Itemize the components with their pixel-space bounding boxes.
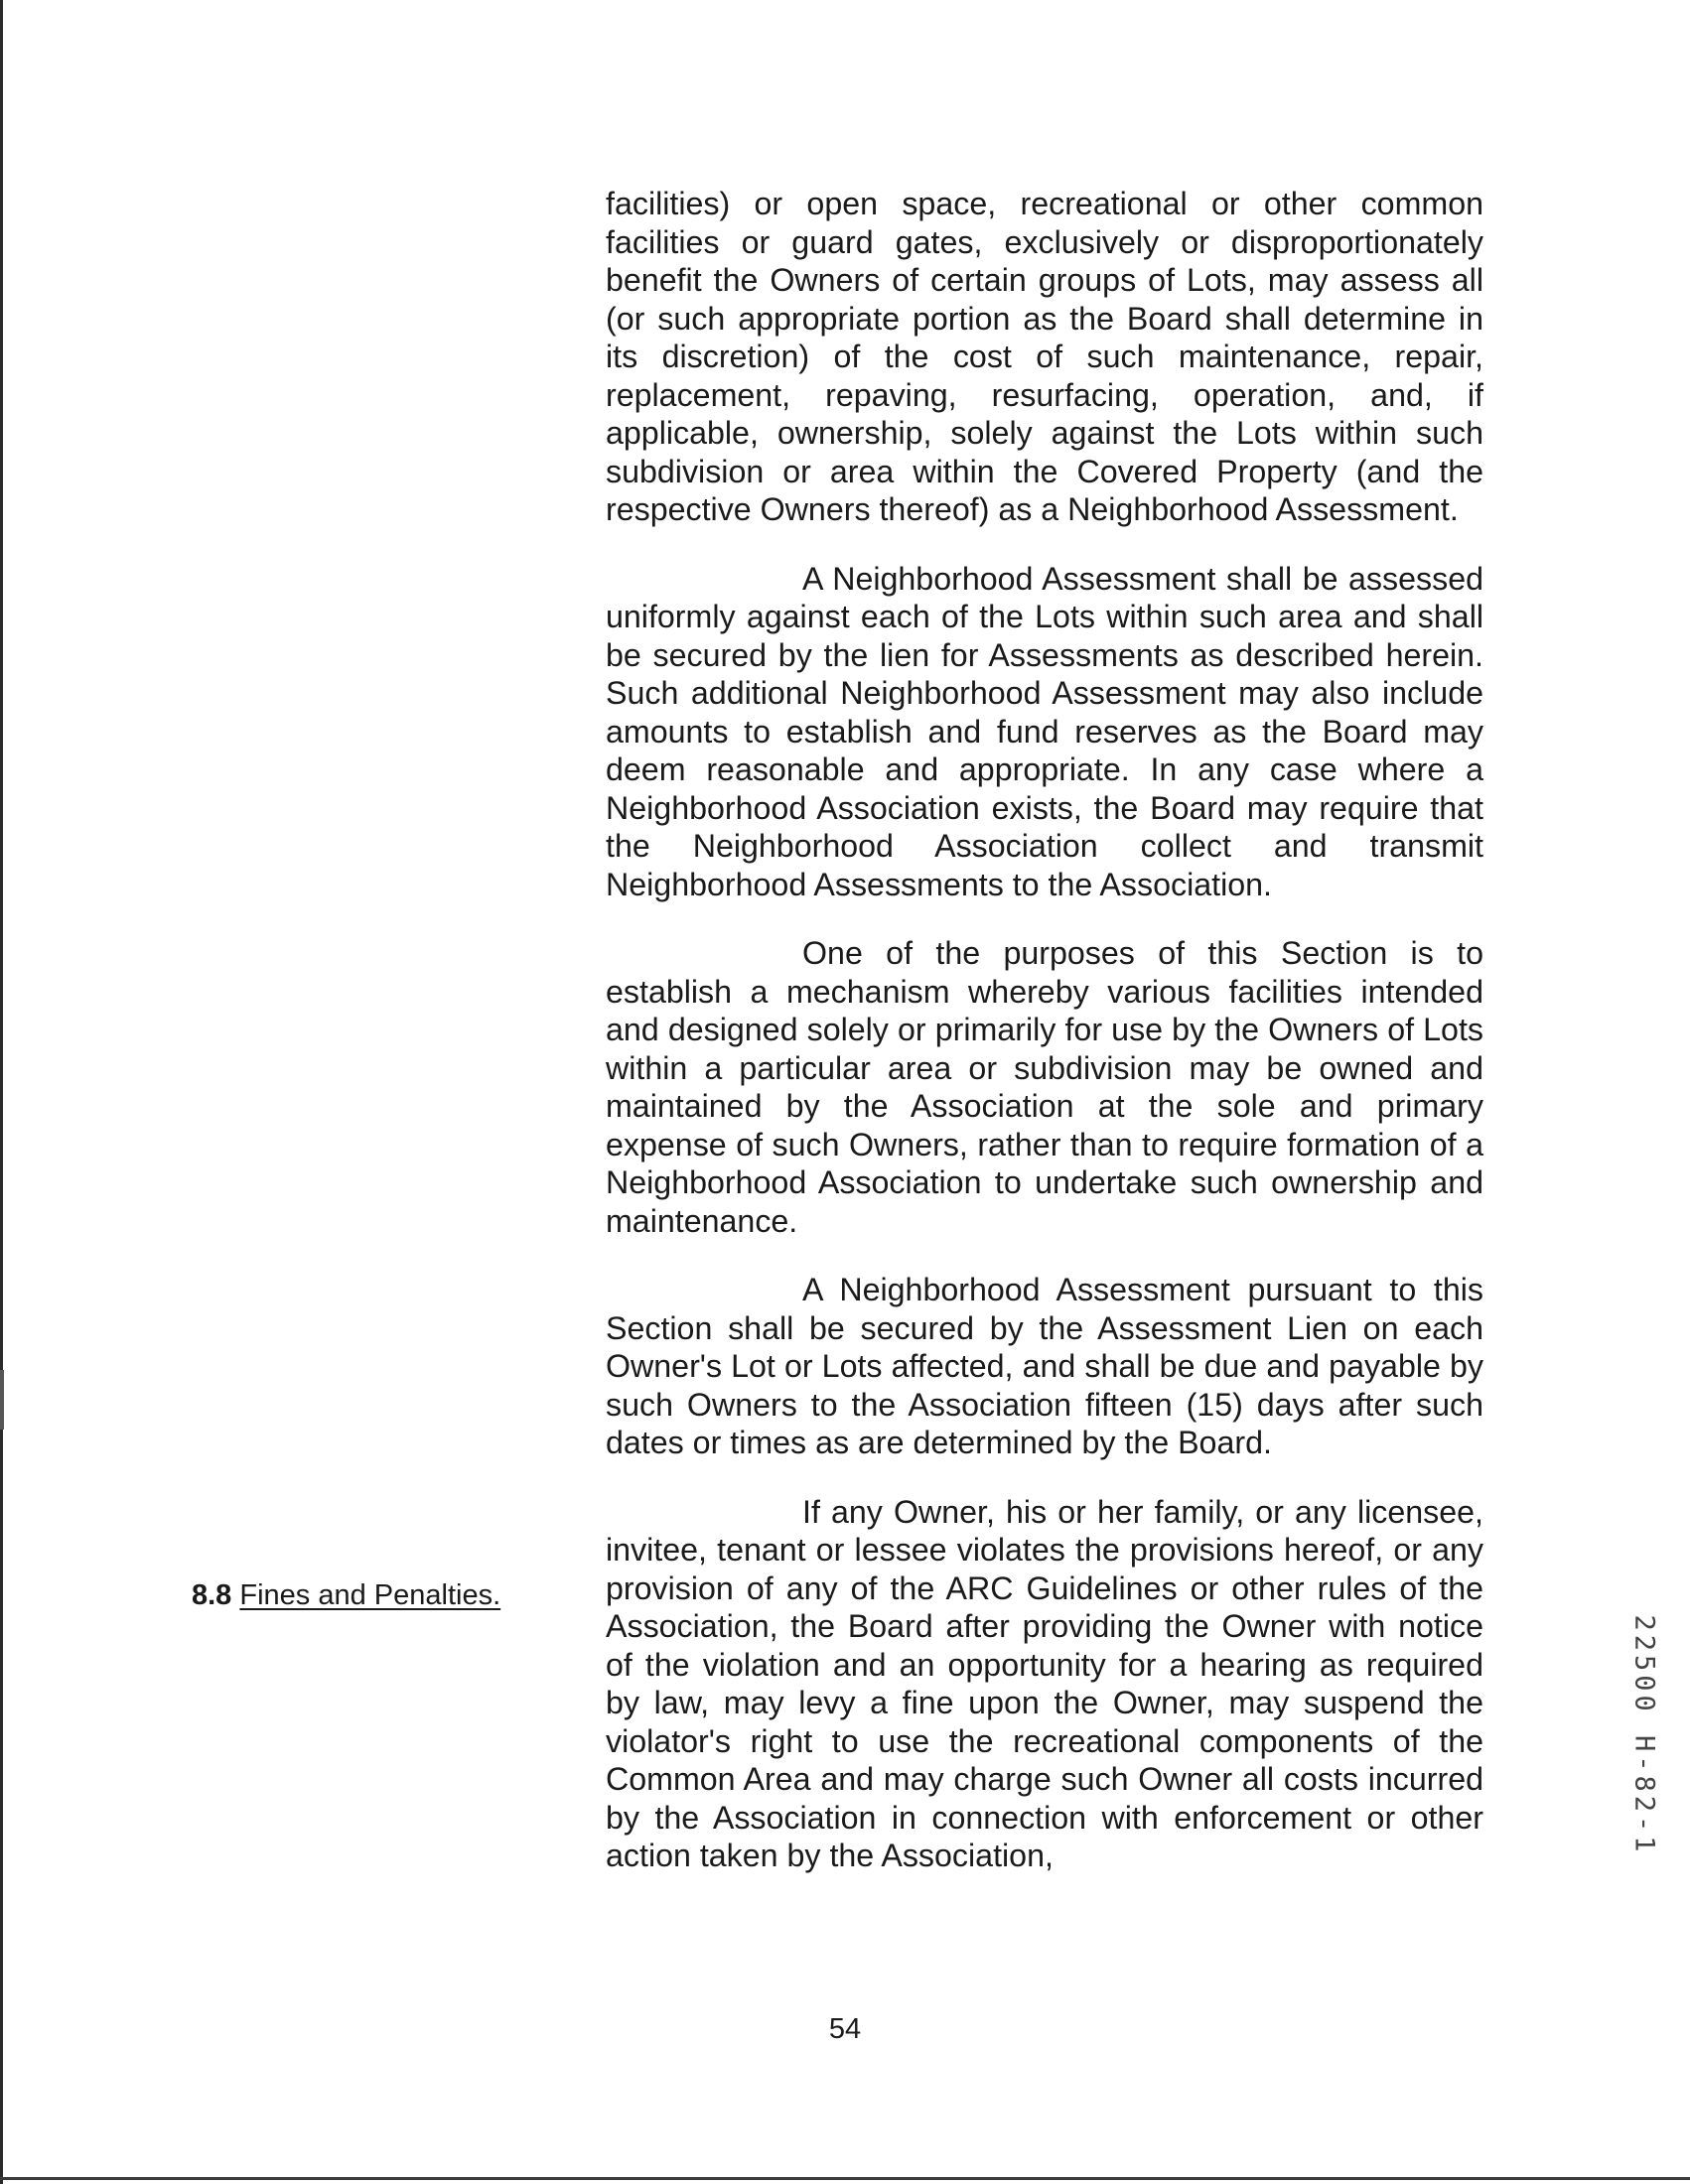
scan-margin-mark xyxy=(0,1370,4,1430)
page-number: 54 xyxy=(828,2013,862,2045)
paragraph-assessment-lien: A Neighborhood Assessment pursuant to this Section shall be secured by the Assessment Lien on each Owner's Lot or Lots affected, and shall be due and payable by such Owners to the Association fifteen (15) days after such dates or times as are determined by the Board. xyxy=(606,1272,1483,1460)
scan-edge-bottom xyxy=(0,2177,1690,2180)
paragraph-section-purpose: One of the purposes of this Section is to establish a mechanism whereby various facilities intended and designed solely or primarily for use by the Owners of Lots within a particular area or subdivision may be owned and maintained by the Association at the sole and primary expense of such Owners, rather than to require formation of a Neighborhood Association to undertake such ownership and maintenance. xyxy=(606,935,1483,1239)
body-text-column xyxy=(606,185,1483,1906)
bates-stamp xyxy=(1624,1586,1664,1884)
section-number: 8.8 xyxy=(192,1579,232,1611)
paragraph-continuation: facilities) or open space, recreational or other common facilities or guard gates, exclusively or disproportionately benefit the Owners of certain groups of Lots, may assess all (or such appropriate portion as the Board shall determine in its discretion) of the cost of such maintenance, repair, replacement, repaving, resurfacing, operation, and, if applicable, ownership, solely against the Lots within such subdivision or area within the Covered Property (and the respective Owners thereof) as a Neighborhood Assessment. xyxy=(606,186,1483,527)
scan-edge-left xyxy=(0,0,3,2184)
bates-stamp-text: 22500 H-82-1 xyxy=(1628,1614,1660,1856)
section-title: Fines and Penalties. xyxy=(239,1579,501,1611)
section-heading-8-8 xyxy=(192,1576,500,1614)
paragraph-fines-and-penalties: If any Owner, his or her family, or any licensee, invitee, tenant or lessee violates the provisions hereof, or any provision of any of the ARC Guidelines or other rules of the Association, the Board after providing the Owner with notice of the violation and an opportunity for a hearing as required by law, may levy a fine upon the Owner, may suspend the violator's right to use the recreational components of the Common Area and may charge such Owner all costs incurred by the Association in connection with enforcement or other action taken by the Association, xyxy=(606,1493,1483,1873)
paragraph-neighborhood-assessment-uniform: A Neighborhood Assessment shall be assessed uniformly against each of the Lots within such area and shall be secured by the lien for Assessments as described herein. Such additional Neighborhood Assessment may also include amounts to establish and fund reserves as the Board may deem reasonable and appropriate. In any case where a Neighborhood Association exists, the Board may require that the Neighborhood Association collect and transmit Neighborhood Assessments to the Association. xyxy=(606,560,1483,902)
